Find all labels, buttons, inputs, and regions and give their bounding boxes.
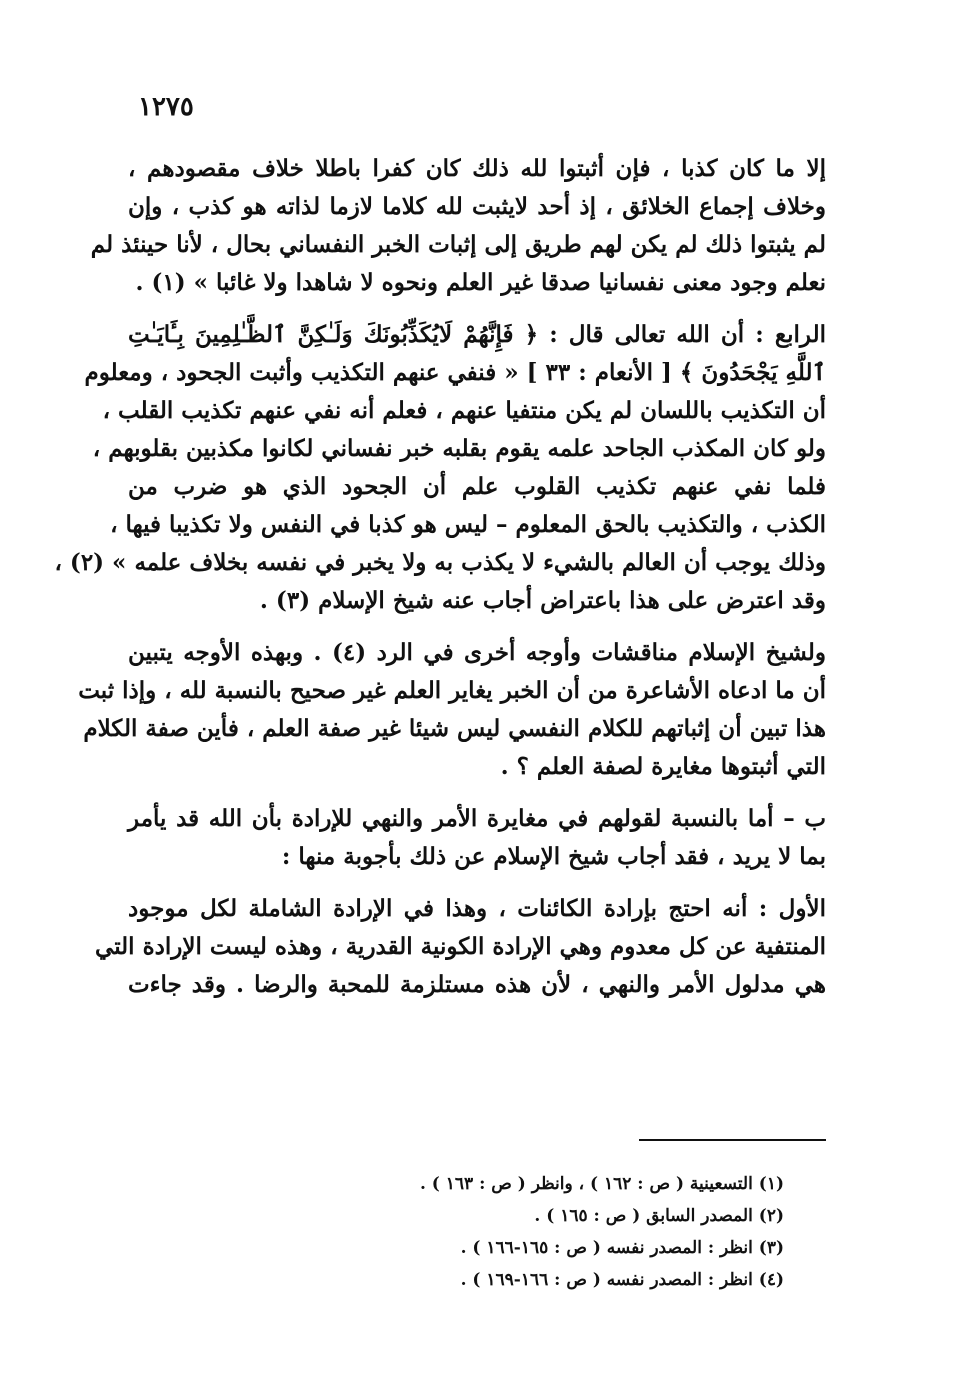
paragraph-gap [128,876,826,890]
text-line: المنتفية عن كل معدوم وهي الإرادة الكونية القدرية ، وهذه ليست الإرادة التي [95,933,826,960]
paragraph-gap [128,620,826,634]
text-line: لم يثبتوا ذلك لم يكن لهم طريق إلى إثبات الخبر النفساني بحال ، لأنا حينئذ لم [90,231,826,258]
footnotes [300,1168,784,1296]
footnote-2: (٢) المصدر السابق ( ص : ١٦٥ ) . [534,1206,784,1226]
paragraph-4 [128,800,826,876]
text-line: ب – أما بالنسبة لقولهم في مغايرة الأمر والنهي للإرادة بأن الله قد يأمر [128,805,826,832]
page-number: ١٢٧٥ [138,92,194,122]
text-line: إلا ما كان كذبا ، فإن أثبتوا لله ذلك كان كفرا باطلا خلاف مقصودهم ، [128,155,826,182]
body-text [54,150,826,1004]
text-line: وخلاف إجماع الخلائق ، إذ أحد لايثبت لله كلاما لازما لذاته هو كذب ، وإن [128,193,826,220]
paragraph-2 [54,316,826,620]
text-line: هذا تبين أن إثباتهم للكلام النفسي ليس شيئا غير صفة العلم ، فأين صفة الكلام [83,715,826,742]
text-line: بما لا يريد ، فقد أجاب شيخ الإسلام عن ذلك بأجوبة منها : [281,843,826,870]
paragraph-gap [128,302,826,316]
text-line: نعلم وجود معنى نفسانيا صدقا غير العلم ونحوه لا شاهدا ولا غائبا » (١) . [135,269,826,296]
text-line: وذلك يوجب أن العالم بالشيء لا يكذب به ولا يخبر في نفسه بخلاف علمه » (٢) ، [54,549,826,576]
text-line: فلما نفي عنهم تكذيب القلوب علم أن الجحود الذي هو ضرب من [128,473,826,500]
text-line: الكذب ، والتكذيب بالحق المعلوم – ليس هو كذبا في النفس ولا تكذيبا فيها ، [110,511,826,538]
text-line: الأول : أنه احتج بإرادة الكائنات ، وهذا في الإرادة الشاملة لكل موجود [128,895,826,922]
text-line: أن التكذيب باللسان لم يكن منتفيا عنهم ، فعلم أنه نفي عنهم تكذيب القلب ، [102,397,826,424]
text-line: هي مدلول الأمر والنهي ، لأن هذه مستلزمة للمحبة والرضا . وقد جاءت [128,971,826,998]
paragraph-3 [78,634,826,786]
text-line: ٱللَّهِ يَجْحَدُونَ ﴾ [ الأنعام : ٣٣ ] « فنفي عنهم التكذيب وأثبت الجحود ، ومعلوم [84,359,826,386]
footnote-separator [639,1139,826,1141]
text-line: الرابع : أن الله تعالى قال : ﴿ فَإِنَّهُمْ لَايُكَذِّبُونَكَ وَلَـٰكِنَّ ٱلظَّـٰلِمِينَ بِـَٔايَـٰتِ [128,321,826,348]
footnote-3: (٣) انظر : المصدر نفسه ( ص : ١٦٥-١٦٦ ) . [460,1238,784,1258]
text-line: وقد اعترض على هذا باعتراض أجاب عنه شيخ الإسلام (٣) . [259,587,826,614]
footnote-1: (١) التسعينية ( ص : ١٦٢ ) ، وانظر ( ص : ١٦٣ ) . [419,1174,784,1194]
text-line: ولو كان المكذب الجاحد علمه يقوم بقلبه خبر نفساني لكانوا مكذبين بقلوبهم ، [92,435,826,462]
paragraph-5 [95,890,826,1004]
text-line: أن ما ادعاه الأشاعرة من أن الخبر يغاير العلم غير صحيح بالنسبة لله ، وإذا ثبت [78,677,826,704]
footnote-4: (٤) انظر : المصدر نفسه ( ص : ١٦٦-١٦٩ ) . [460,1270,784,1290]
text-line: ولشيخ الإسلام مناقشات وأوجه أخرى في الرد (٤) . وبهذه الأوجه يتبين [128,639,826,666]
text-line: التي أثبتوها مغايرة لصفة العلم ؟ . [500,753,826,780]
paragraph-gap [128,786,826,800]
paragraph-1 [90,150,826,302]
